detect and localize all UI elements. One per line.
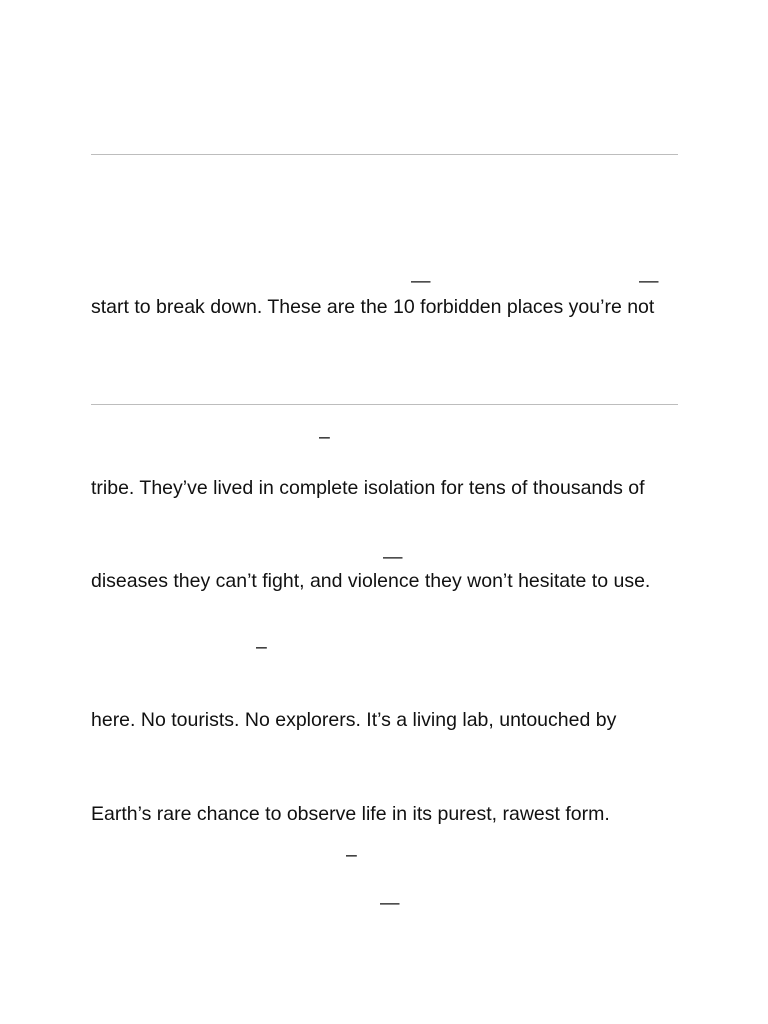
- divider-top: [91, 154, 678, 155]
- text-line: start to break down. These are the 10 forbidden places you’re not: [91, 296, 655, 318]
- text-line: Earth’s rare chance to observe life in its purest, rawest form.: [91, 803, 610, 825]
- text-line: tribe. They’ve lived in complete isolation for tens of thousands of: [91, 477, 645, 499]
- text-line: diseases they can’t fight, and violence they won’t hesitate to use.: [91, 570, 651, 592]
- em-dash: —: [411, 270, 431, 292]
- en-dash: –: [256, 636, 267, 658]
- en-dash: –: [346, 844, 357, 866]
- em-dash: —: [380, 892, 400, 914]
- en-dash: –: [319, 426, 330, 448]
- text-line: here. No tourists. No explorers. It’s a living lab, untouched by: [91, 709, 617, 731]
- divider-middle: [91, 404, 678, 405]
- em-dash: —: [383, 546, 403, 568]
- em-dash: —: [639, 270, 659, 292]
